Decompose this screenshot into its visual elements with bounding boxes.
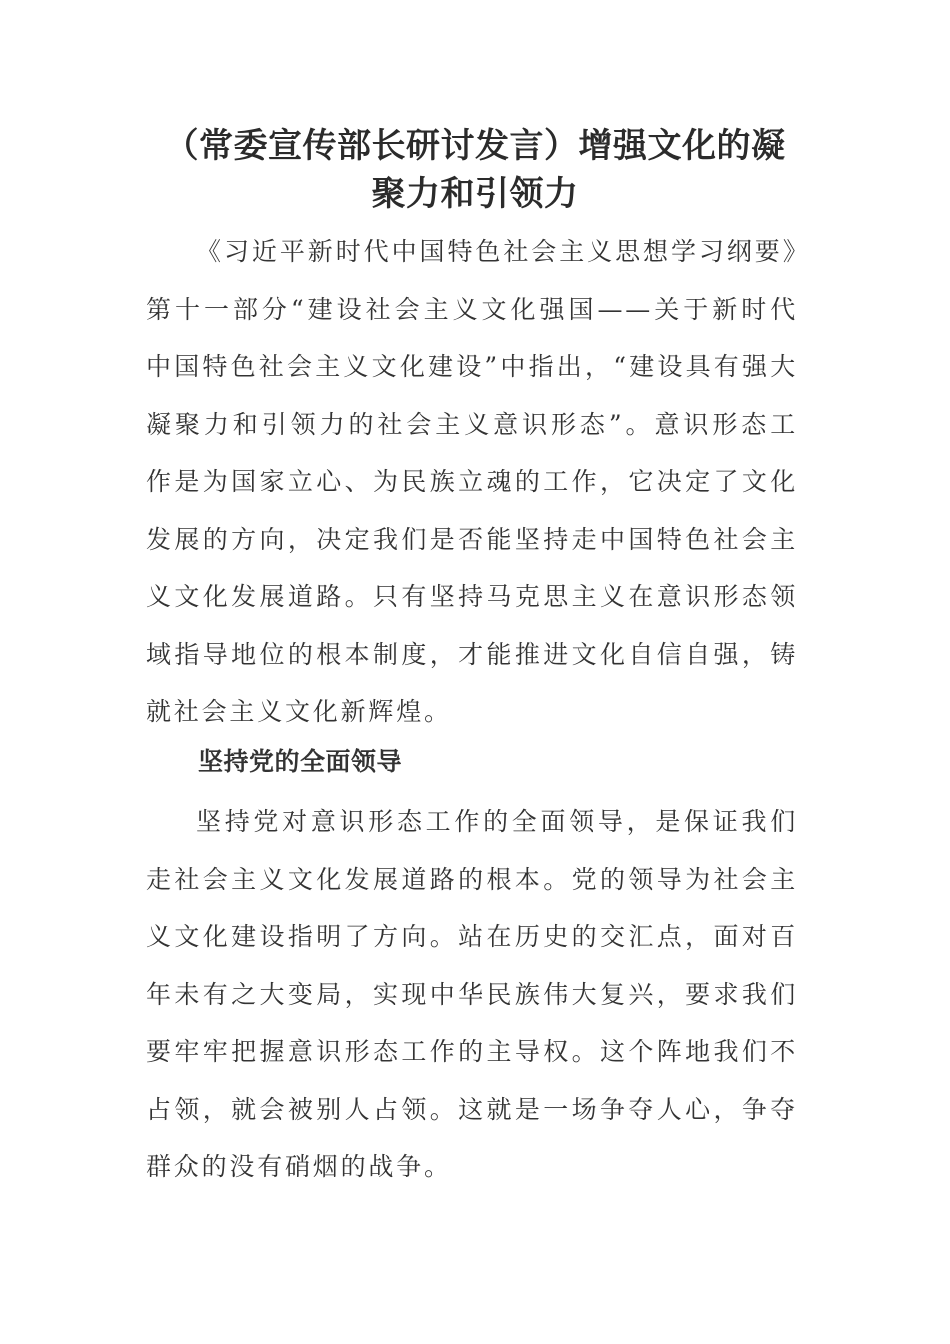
paragraph-intro: 《习近平新时代中国特色社会主义思想学习纲要》第十一部分“建设社会主义文化强国——关于新时代中国特色社会主义文化建设”中指出，“建设具有强大凝聚力和引领力的社会主义意识形态”。意识形态工作是为国家立心、为民族立魂的工作，它决定了文化发展的方向，决定我们是否能坚持走中国特色社会主义文化发展道路。只有坚持马克思主义在意识形态领域指导地位的根本制度，才能推进文化自信自强，铸就社会主义文化新辉煌。 <box>146 237 798 726</box>
paragraph-party-leadership: 坚持党对意识形态工作的全面领导，是保证我们走社会主义文化发展道路的根本。党的领导为社会主义文化建设指明了方向。站在历史的交汇点，面对百年未有之大变局，实现中华民族伟大复兴，要求我们要牢牢把握意识形态工作的主导权。这个阵地我们不占领，就会被别人占领。这就是一场争夺人心，争夺群众的没有硝烟的战争。 <box>146 807 798 1181</box>
document-title: （常委宣传部长研讨发言）增强文化的凝聚力和引领力 <box>164 126 786 214</box>
section-heading: 坚持党的全面领导 <box>198 747 403 776</box>
